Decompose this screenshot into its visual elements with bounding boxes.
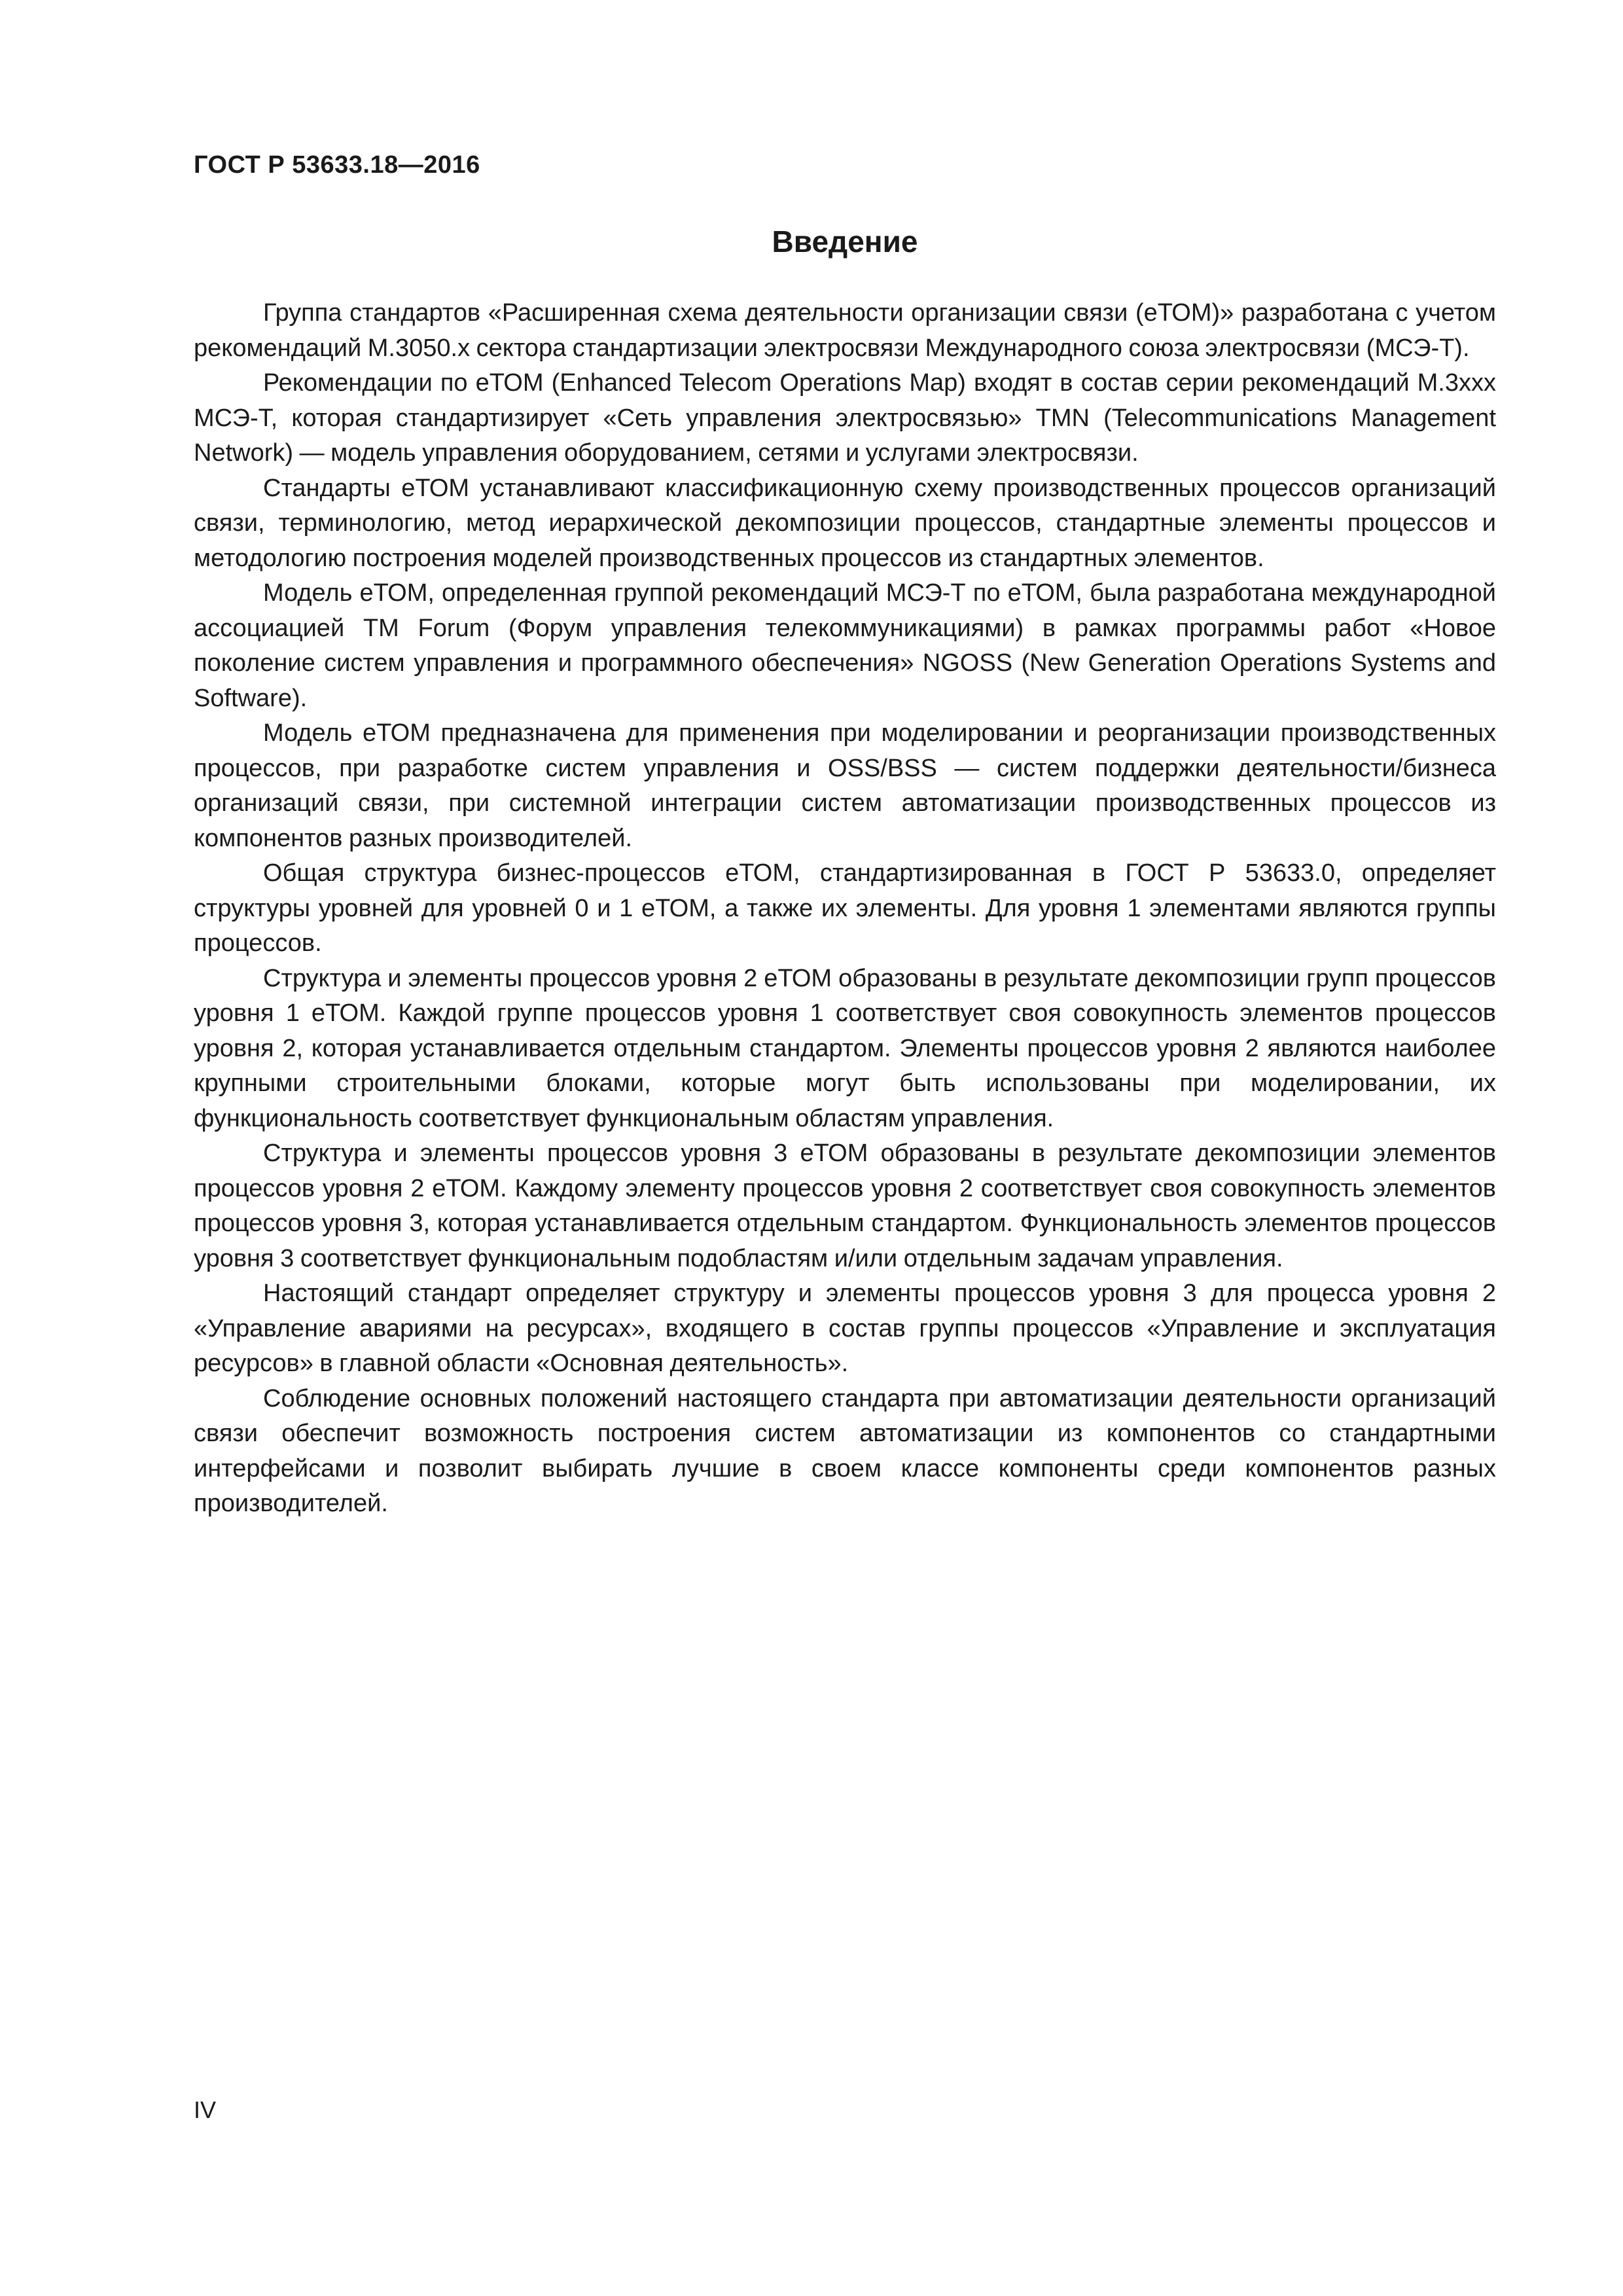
paragraph: Модель еТОМ предназначена для применения при моделировании и реорганизации производственных процессов, при разработке систем управления и OSS/BSS — систем поддержки деятельности/бизнеса организаций связи, при системной интеграции систем автоматизации производственных процессов из компонентов разных производителей.: [194, 719, 1496, 852]
paragraph: Соблюдение основных положений настоящего стандарта при автоматизации деятельности организаций связи обеспечит возможность построения систем автоматизации из компонентов со стандартными интерфейсами и позволит выбирать лучшие в своем классе компоненты среди компонентов разных производителей.: [194, 1384, 1496, 1517]
page-number: IV: [194, 2096, 217, 2123]
paragraph: Структура и элементы процессов уровня 2 еТОМ образованы в результате декомпозиции групп процессов уровня 1 еТОМ. Каждой группе процессов уровня 1 соответствует своя совокупность элементов процессов уровня 2, которая устанавливается отдельным стандартом. Элементы процессов уровня 2 являются наиболее крупными строительными блоками, которые могут быть использованы при моделировании, их функциональность соответствует функциональным областям управления.: [194, 964, 1496, 1132]
paragraph: Настоящий стандарт определяет структуру и элементы процессов уровня 3 для процесса уровня 2 «Управление авариями на ресурсах», входящего в состав группы процессов «Управление и эксплуатация ресурсов» в главной области «Основная деятельность».: [194, 1280, 1496, 1377]
introduction-body: [194, 296, 1496, 1522]
paragraph: Группа стандартов «Расширенная схема деятельности организации связи (еТОМ)» разработана с учетом рекомендаций М.3050.х сектора стандартизации электросвязи Международного союза электросвязи (МСЭ-Т).: [194, 299, 1496, 362]
paragraph: Структура и элементы процессов уровня 3 еТОМ образованы в результате декомпозиции элементов процессов уровня 2 еТОМ. Каждому элементу процессов уровня 2 соответствует своя совокупность элементов процессов уровня 3, которая устанавливается отдельным стандартом. Функциональность элементов процессов уровня 3 соответствует функциональным подобластям и/или отдельным задачам управления.: [194, 1139, 1496, 1272]
document-code-header: ГОСТ Р 53633.18—2016: [194, 151, 480, 179]
section-title: Введение: [772, 224, 918, 259]
paragraph: Стандарты еТОМ устанавливают классификационную схему производственных процессов организаций связи, терминологию, метод иерархической декомпозиции процессов, стандартные элементы процессов и методологию построения моделей производственных процессов из стандартных элементов.: [194, 474, 1496, 572]
paragraph: Общая структура бизнес-процессов еТОМ, стандартизированная в ГОСТ Р 53633.0, определяет структуры уровней для уровней 0 и 1 еТОМ, а также их элементы. Для уровня 1 элементами являются группы процессов.: [194, 859, 1496, 957]
paragraph: Рекомендации по еТОМ (Enhanced Telecom Operations Map) входят в состав серии рекомендаций М.3ххх МСЭ-Т, которая стандартизирует «Сеть управления электросвязью» TMN (Telecommunications Management Network) — модель управления оборудованием, сетями и услугами электросвязи.: [194, 369, 1496, 467]
paragraph: Модель еТОМ, определенная группой рекомендаций МСЭ-Т по еТОМ, была разработана международной ассоциацией TM Forum (Форум управления телекоммуникациями) в рамках программы работ «Новое поколение систем управления и программного обеспечения» NGOSS (New Generation Operations Systems and Software).: [194, 579, 1496, 712]
